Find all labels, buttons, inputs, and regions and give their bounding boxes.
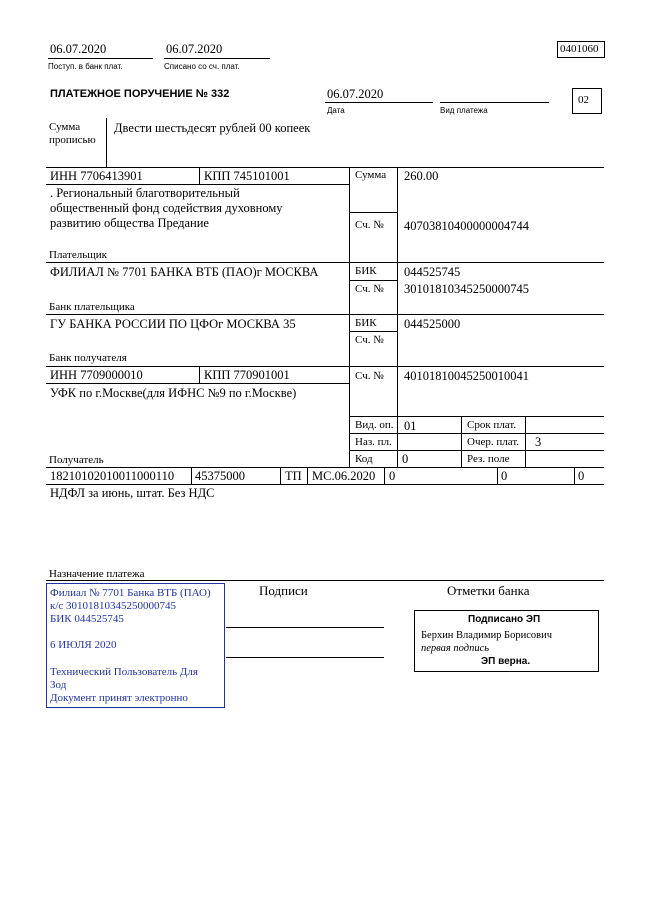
reserve-label: Рез. поле xyxy=(467,453,510,465)
payment-type-label: Вид платежа xyxy=(440,106,488,115)
payee-bik-line xyxy=(349,331,397,332)
order-date-line xyxy=(325,102,433,103)
payee-inn-kpp-divider xyxy=(199,366,200,383)
received-date-label: Поступ. в банк плат. xyxy=(48,62,123,71)
status-code-box xyxy=(572,88,602,114)
payer-account: 40703810400000004744 xyxy=(404,219,529,233)
payee-bank-label: Банк получателя xyxy=(49,352,127,364)
payee-bank-bik-label: БИК xyxy=(355,317,377,329)
payee-bottom-line xyxy=(46,467,604,468)
payee-name: УФК по г.Москве(для ИФНС №9 по г.Москве) xyxy=(50,386,297,400)
bank-stamp xyxy=(46,583,225,708)
form-code: 0401060 xyxy=(560,43,599,55)
bank-marks-label: Отметки банка xyxy=(447,583,530,598)
codes-lower-line xyxy=(349,450,604,451)
tax-div-5 xyxy=(497,467,498,484)
code-label: Код xyxy=(355,453,373,465)
e-signature-status: ЭП верна. xyxy=(481,656,531,667)
amount-words-value: Двести шестьдесят рублей 00 копеек xyxy=(114,121,311,135)
tax-div-3 xyxy=(307,467,308,484)
code-value: 0 xyxy=(402,452,409,466)
form-code-box xyxy=(557,41,605,58)
tax-type: 0 xyxy=(578,469,585,483)
received-date-line xyxy=(48,58,153,59)
payer-bank-bik: 044525745 xyxy=(404,265,461,279)
purpose-code-label: Наз. пл. xyxy=(355,436,392,448)
payer-name-2: общественный фонд содействия духовному xyxy=(50,201,283,215)
op-type-label: Вид. оп. xyxy=(355,419,394,431)
payer-bank-account-label: Сч. № xyxy=(355,283,384,295)
purpose-text: НДФЛ за июнь, штат. Без НДС xyxy=(50,486,215,500)
e-signature-box xyxy=(414,610,599,672)
stamp-corr-account: к/с 30101810345250000745 xyxy=(50,600,177,612)
priority-value: 3 xyxy=(535,435,542,449)
priority-label: Очер. плат. xyxy=(467,436,520,448)
e-signature-role: первая подпись xyxy=(421,643,490,654)
payer-inn: ИНН 7706413901 xyxy=(50,169,143,183)
payer-bank-bottom-line xyxy=(46,314,604,315)
payer-bank-label: Банк плательщика xyxy=(49,301,135,313)
payment-type-line xyxy=(440,102,549,103)
tax-period: МС.06.2020 xyxy=(312,469,376,483)
order-date: 06.07.2020 xyxy=(327,87,384,101)
payee-account: 40101810045250010041 xyxy=(404,369,529,383)
e-signature-signer: Берхин Владимир Борисович xyxy=(421,630,552,641)
tax-div-4 xyxy=(384,467,385,484)
payer-name-3: развитию общества Предание xyxy=(50,216,209,230)
tax-div-1 xyxy=(191,467,192,484)
purpose-bottom-line xyxy=(46,580,604,581)
payer-inn-line xyxy=(46,184,349,185)
payer-account-label: Сч. № xyxy=(355,219,384,231)
op-type: 01 xyxy=(404,419,417,433)
tax-basis: ТП xyxy=(285,469,302,483)
payee-label: Получатель xyxy=(49,454,104,466)
purpose-label: Назначение платежа xyxy=(49,568,145,580)
stamp-date: 6 ИЮЛЯ 2020 xyxy=(50,639,117,651)
payer-kpp: КПП 745101001 xyxy=(204,169,290,183)
payer-bank-bik-label: БИК xyxy=(355,265,377,277)
debited-date-line xyxy=(164,58,270,59)
payee-inn-line xyxy=(46,383,349,384)
payee-account-label: Сч. № xyxy=(355,370,384,382)
codes-mid-line xyxy=(349,433,604,434)
payee-bank-bottom-line xyxy=(46,366,604,367)
payer-bank-account: 30101810345250000745 xyxy=(404,282,529,296)
payee-bank-bik: 044525000 xyxy=(404,317,461,331)
amount-words-bottom-line xyxy=(46,167,604,168)
payer-inn-kpp-divider xyxy=(199,167,200,184)
payer-label: Плательщик xyxy=(49,249,107,261)
amount-words-divider xyxy=(106,118,107,167)
order-title: ПЛАТЕЖНОЕ ПОРУЧЕНИЕ № 332 xyxy=(50,88,230,100)
codes-top-line xyxy=(349,416,604,417)
amount-words-label-2: прописью xyxy=(49,134,96,146)
status-code: 02 xyxy=(578,94,589,106)
payer-bik-line xyxy=(349,280,397,281)
codes-col-divider xyxy=(461,416,462,467)
tax-doc-date: 0 xyxy=(501,469,508,483)
stamp-user-2: Зод xyxy=(50,679,67,691)
tax-div-2 xyxy=(280,467,281,484)
tax-row-bottom-line xyxy=(46,484,604,485)
received-date: 06.07.2020 xyxy=(50,42,107,56)
tax-kbk: 18210102010011000110 xyxy=(50,469,175,483)
first-signature-line xyxy=(226,627,384,628)
payer-bottom-line xyxy=(46,262,604,263)
tax-div-6 xyxy=(574,467,575,484)
payee-bank-name: ГУ БАНКА РОССИИ ПО ЦФОг МОСКВА 35 xyxy=(50,317,296,331)
debited-date-label: Списано со сч. плат. xyxy=(164,62,240,71)
tax-doc-number: 0 xyxy=(389,469,396,483)
tax-oktmo: 45375000 xyxy=(195,469,245,483)
stamp-bank-name: Филиал № 7701 Банка ВТБ (ПАО) xyxy=(50,587,211,599)
stamp-user: Технический Пользователь Для xyxy=(50,666,198,678)
debited-date: 06.07.2020 xyxy=(166,42,223,56)
payee-bank-account-label: Сч. № xyxy=(355,334,384,346)
grid-col-labels-right xyxy=(397,167,398,467)
stamp-accepted: Документ принят электронно xyxy=(50,692,188,704)
codes-col-divider-2 xyxy=(525,416,526,467)
payee-kpp: КПП 770901001 xyxy=(204,368,290,382)
signatures-label: Подписи xyxy=(259,583,308,598)
payee-inn: ИНН 7709000010 xyxy=(50,368,143,382)
amount-bottom-line xyxy=(349,212,397,213)
payer-bank-name: ФИЛИАЛ № 7701 БАНКА ВТБ (ПАО)г МОСКВА xyxy=(50,265,319,279)
amount-value: 260.00 xyxy=(404,169,439,183)
order-date-label: Дата xyxy=(327,106,345,115)
payer-name-1: . Региональный благотворительный xyxy=(50,186,240,200)
amount-words-label-1: Сумма xyxy=(49,121,81,133)
amount-label: Сумма xyxy=(355,169,387,181)
due-label: Срок плат. xyxy=(467,419,517,431)
second-signature-line xyxy=(226,657,384,658)
stamp-bik: БИК 044525745 xyxy=(50,613,124,625)
e-signature-title: Подписано ЭП xyxy=(468,614,541,625)
